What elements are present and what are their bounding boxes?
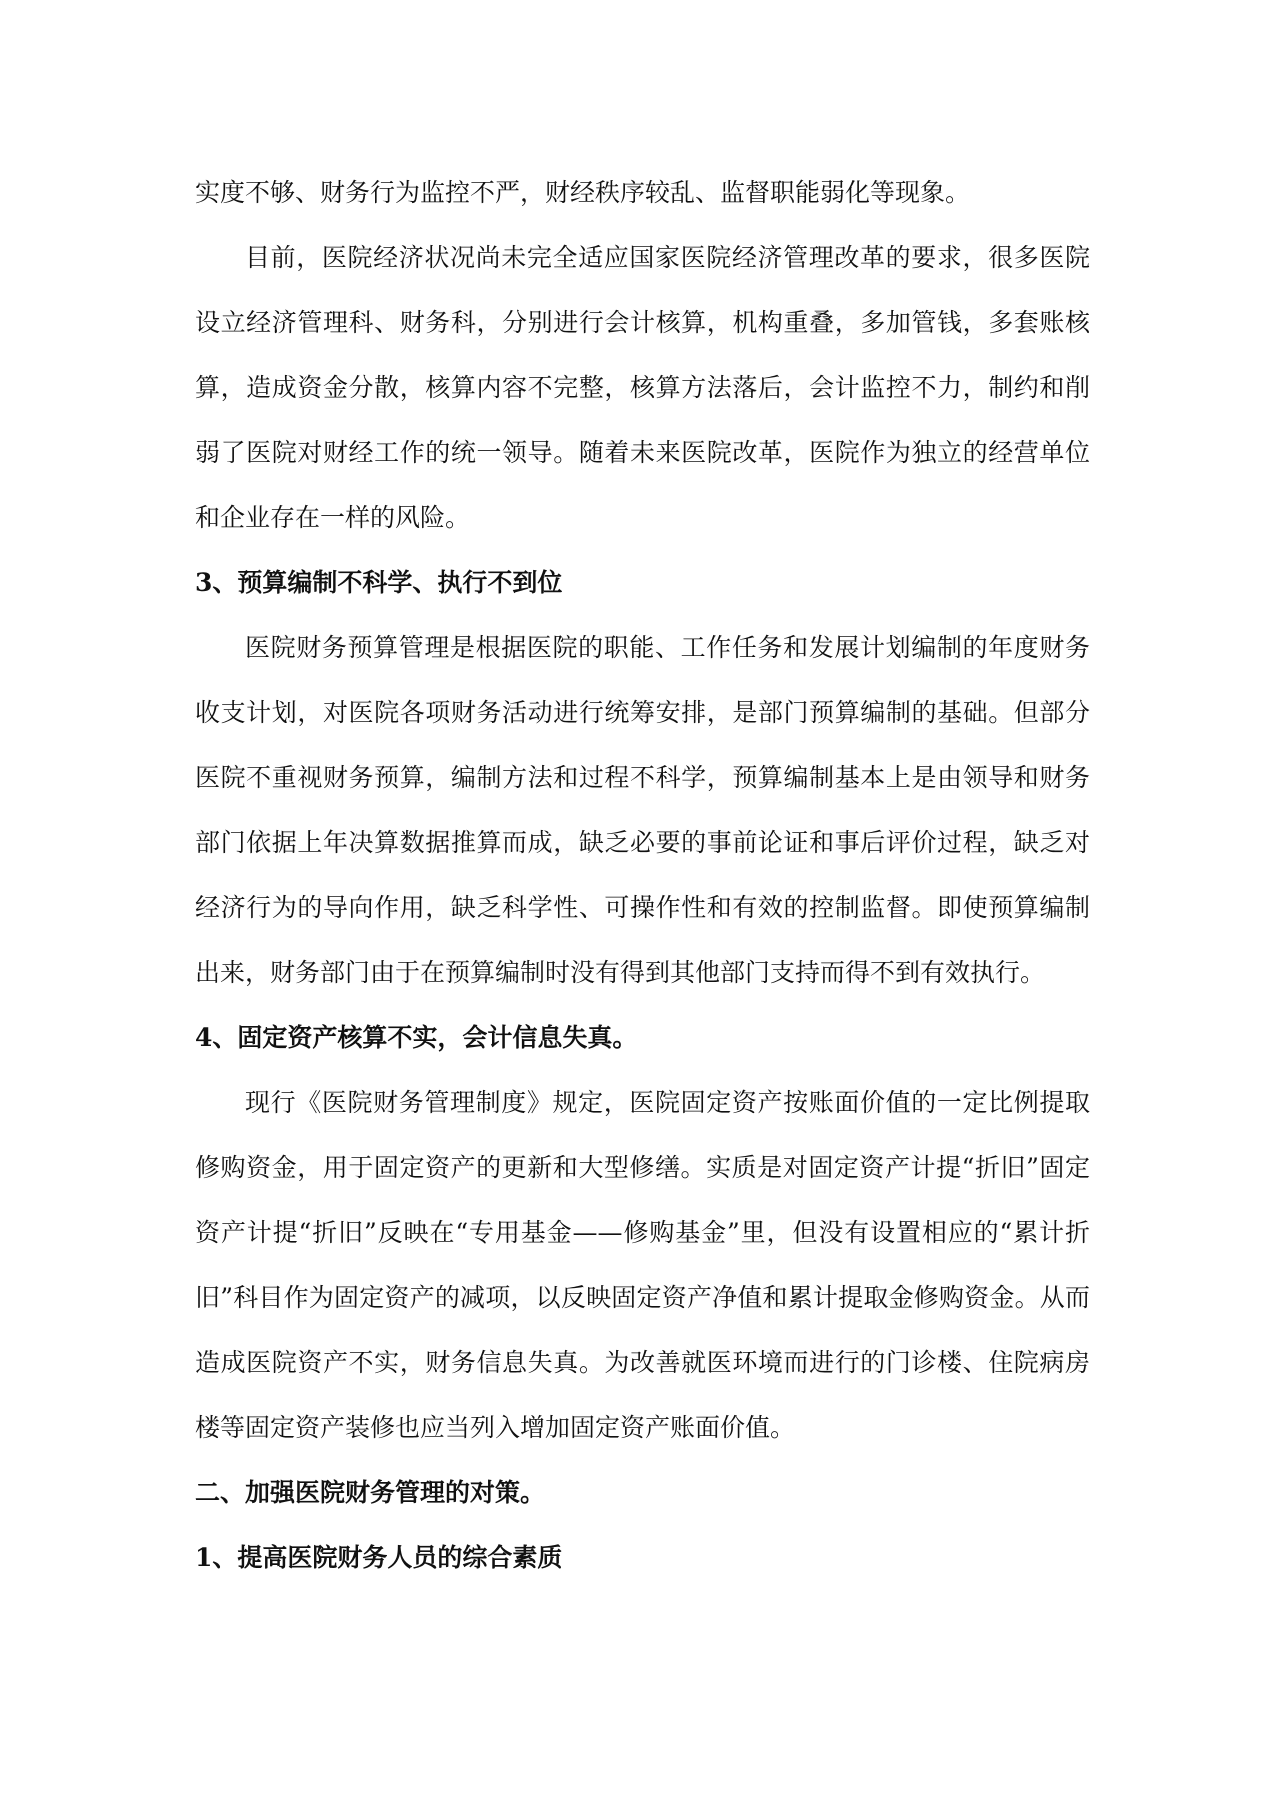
chapter-heading: 二、加强医院财务管理的对策。	[195, 1478, 546, 1507]
body-paragraph: 医院财务预算管理是根据医院的职能、工作任务和发展计划编制的年度财务收支计划，对医院各项财务活动进行统筹安排，是部门预算编制的基础。但部分医院不重视财务预算，编制方法和过程不科学，预算编制基本上是由领导和财务部门依据上年决算数据推算而成，缺乏必要的事前论证和事后评价过程，缺乏对经济行为的导向作用，缺乏科学性、可操作性和有效的控制监督。即使预算编制出来，财务部门由于在预算编制时没有得到其他部门支持而得不到有效执行。	[195, 633, 1090, 987]
body-paragraph: 现行《医院财务管理制度》规定，医院固定资产按账面价值的一定比例提取修购资金，用于固定资产的更新和大型修缮。实质是对固定资产计提“折旧”固定资产计提“折旧”反映在“专用基金——修购基金”里，但没有设置相应的“累计折旧”科目作为固定资产的减项，以反映固定资产净值和累计提取金修购资金。从而造成医院资产不实，财务信息失真。为改善就医环境而进行的门诊楼、住院病房楼等固定资产装修也应当列入增加固定资产账面价值。	[195, 1088, 1090, 1442]
body-paragraph: 实度不够、财务行为监控不严，财经秩序较乱、监督职能弱化等现象。	[195, 178, 971, 207]
section-heading: 4、固定资产核算不实，会计信息失真。	[195, 1023, 638, 1052]
section-heading: 3、预算编制不科学、执行不到位	[195, 568, 563, 597]
document-page	[195, 160, 1090, 1590]
body-paragraph: 目前，医院经济状况尚未完全适应国家医院经济管理改革的要求，很多医院设立经济管理科、财务科，分别进行会计核算，机构重叠，多加管钱，多套账核算，造成资金分散，核算内容不完整，核算方法落后，会计监控不力，制约和削弱了医院对财经工作的统一领导。随着未来医院改革，医院作为独立的经营单位和企业存在一样的风险。	[195, 243, 1090, 532]
section-heading: 1、提高医院财务人员的综合素质	[195, 1543, 563, 1572]
